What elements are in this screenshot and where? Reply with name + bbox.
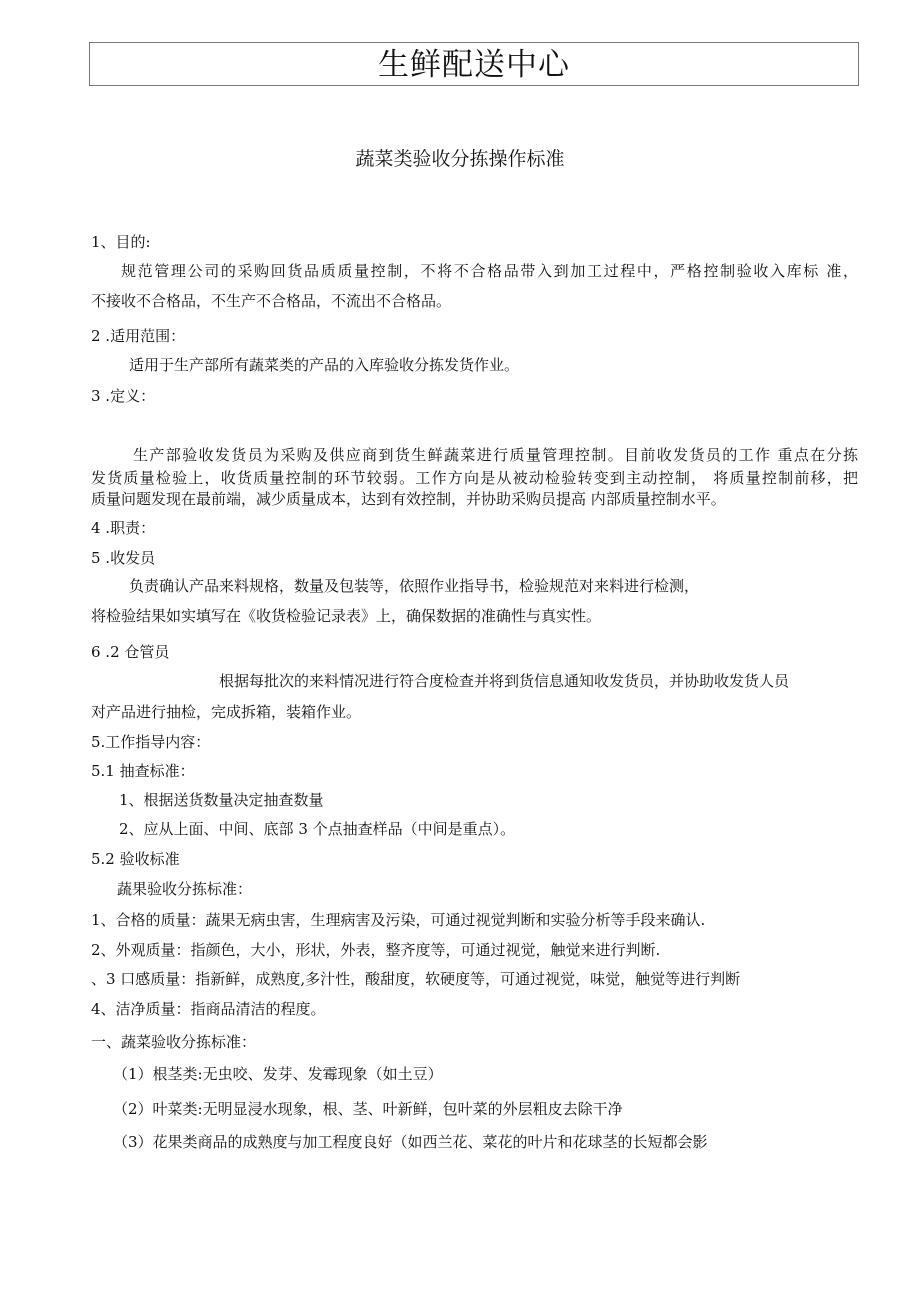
list-item: 2、应从上面、中间、底部 3 个点抽查样品（中间是重点）。 (119, 820, 516, 838)
paragraph-line: 对产品进行抽检，完成拆箱，装箱作业。 (91, 703, 362, 721)
document-title: 蔬菜类验收分拣操作标准 (355, 148, 565, 170)
paragraph-line: 适用于生产部所有蔬菜类的产品的入库验收分拣发货作业。 (129, 356, 520, 374)
list-item: （1）根茎类:无虫咬、发芽、发霉现象（如土豆） (113, 1065, 443, 1083)
work-guide-heading: 5.工作指导内容： (91, 733, 211, 751)
list-item: 2、外观质量：指颜色，大小，形状，外表，整齐度等，可通过视觉，触觉来进行判断. (91, 941, 661, 959)
paragraph-line: 将检验结果如实填写在《收货检验记录表》上，确保数据的准确性与真实性。 (91, 607, 602, 625)
subsection-5-1-heading: 5.1 抽查标准： (91, 762, 195, 780)
paragraph-line: 负责确认产品来料规格，数量及包装等，依照作业指导书，检验规范对来料进行检测， (129, 577, 700, 595)
section-1-heading: 1、目的: (91, 233, 151, 251)
paragraph-line: 发货质量检验上，收货质量控制的环节较弱。工作方向是从被动检验转变到主动控制， 将质量控制前移，把 (91, 469, 858, 487)
subsection-5-2-heading: 5.2 验收标准 (91, 850, 180, 868)
paragraph-line: 蔬果验收分拣标准： (117, 880, 253, 898)
list-item: 1、根据送货数量决定抽查数量 (119, 791, 324, 809)
paragraph-line: 生产部验收发货员为采购及供应商到货生鲜蔬菜进行质量管理控制。目前收发货员的工作 重点在分拣 (133, 446, 858, 464)
list-item: （3）花果类商品的成熟度与加工程度良好（如西兰花、菜花的叶片和花球茎的长短都会影 (113, 1133, 708, 1151)
paragraph-line: 不接收不合格品，不生产不合格品，不流出不合格品。 (91, 292, 452, 310)
section-3-heading: 3 .定义： (91, 387, 156, 405)
list-item: 4、洁净质量：指商品清洁的程度。 (91, 1000, 326, 1018)
header-box (89, 42, 859, 86)
header-title: 生鲜配送中心 (378, 47, 570, 83)
paragraph-line: 规范管理公司的采购回货品质质量控制，不将不合格品带入到加工过程中，严格控制验收入库标 准， (121, 262, 858, 280)
section-2-heading: 2 .适用范围： (91, 327, 186, 345)
section-5-heading: 5 .收发员 (91, 549, 156, 567)
paragraph-line: 质量问题发现在最前端，减少质量成本，达到有效控制，并协助采购员提高 内部质量控制水平。 (91, 490, 726, 508)
section-4-heading: 4 .职责： (91, 519, 156, 537)
section-6-heading: 6 .2 仓管员 (91, 643, 170, 661)
paragraph-line: 根据每批次的来料情况进行符合度检查并将到货信息通知收发货员，并协助收发货人员 (219, 672, 790, 690)
list-item: （2）叶菜类:无明显浸水现象，根、茎、叶新鲜，包叶菜的外层粗皮去除干净 (113, 1100, 623, 1118)
list-item: 、3 口感质量：指新鲜，成熟度,多汁性，酸甜度，软硬度等，可通过视觉，味觉，触觉等进行判断 (91, 970, 741, 988)
list-item: 1、合格的质量：蔬果无病虫害，生理病害及污染，可通过视觉判断和实验分析等手段来确认. (91, 911, 706, 929)
section-heading: 一、蔬菜验收分拣标准： (91, 1033, 257, 1051)
